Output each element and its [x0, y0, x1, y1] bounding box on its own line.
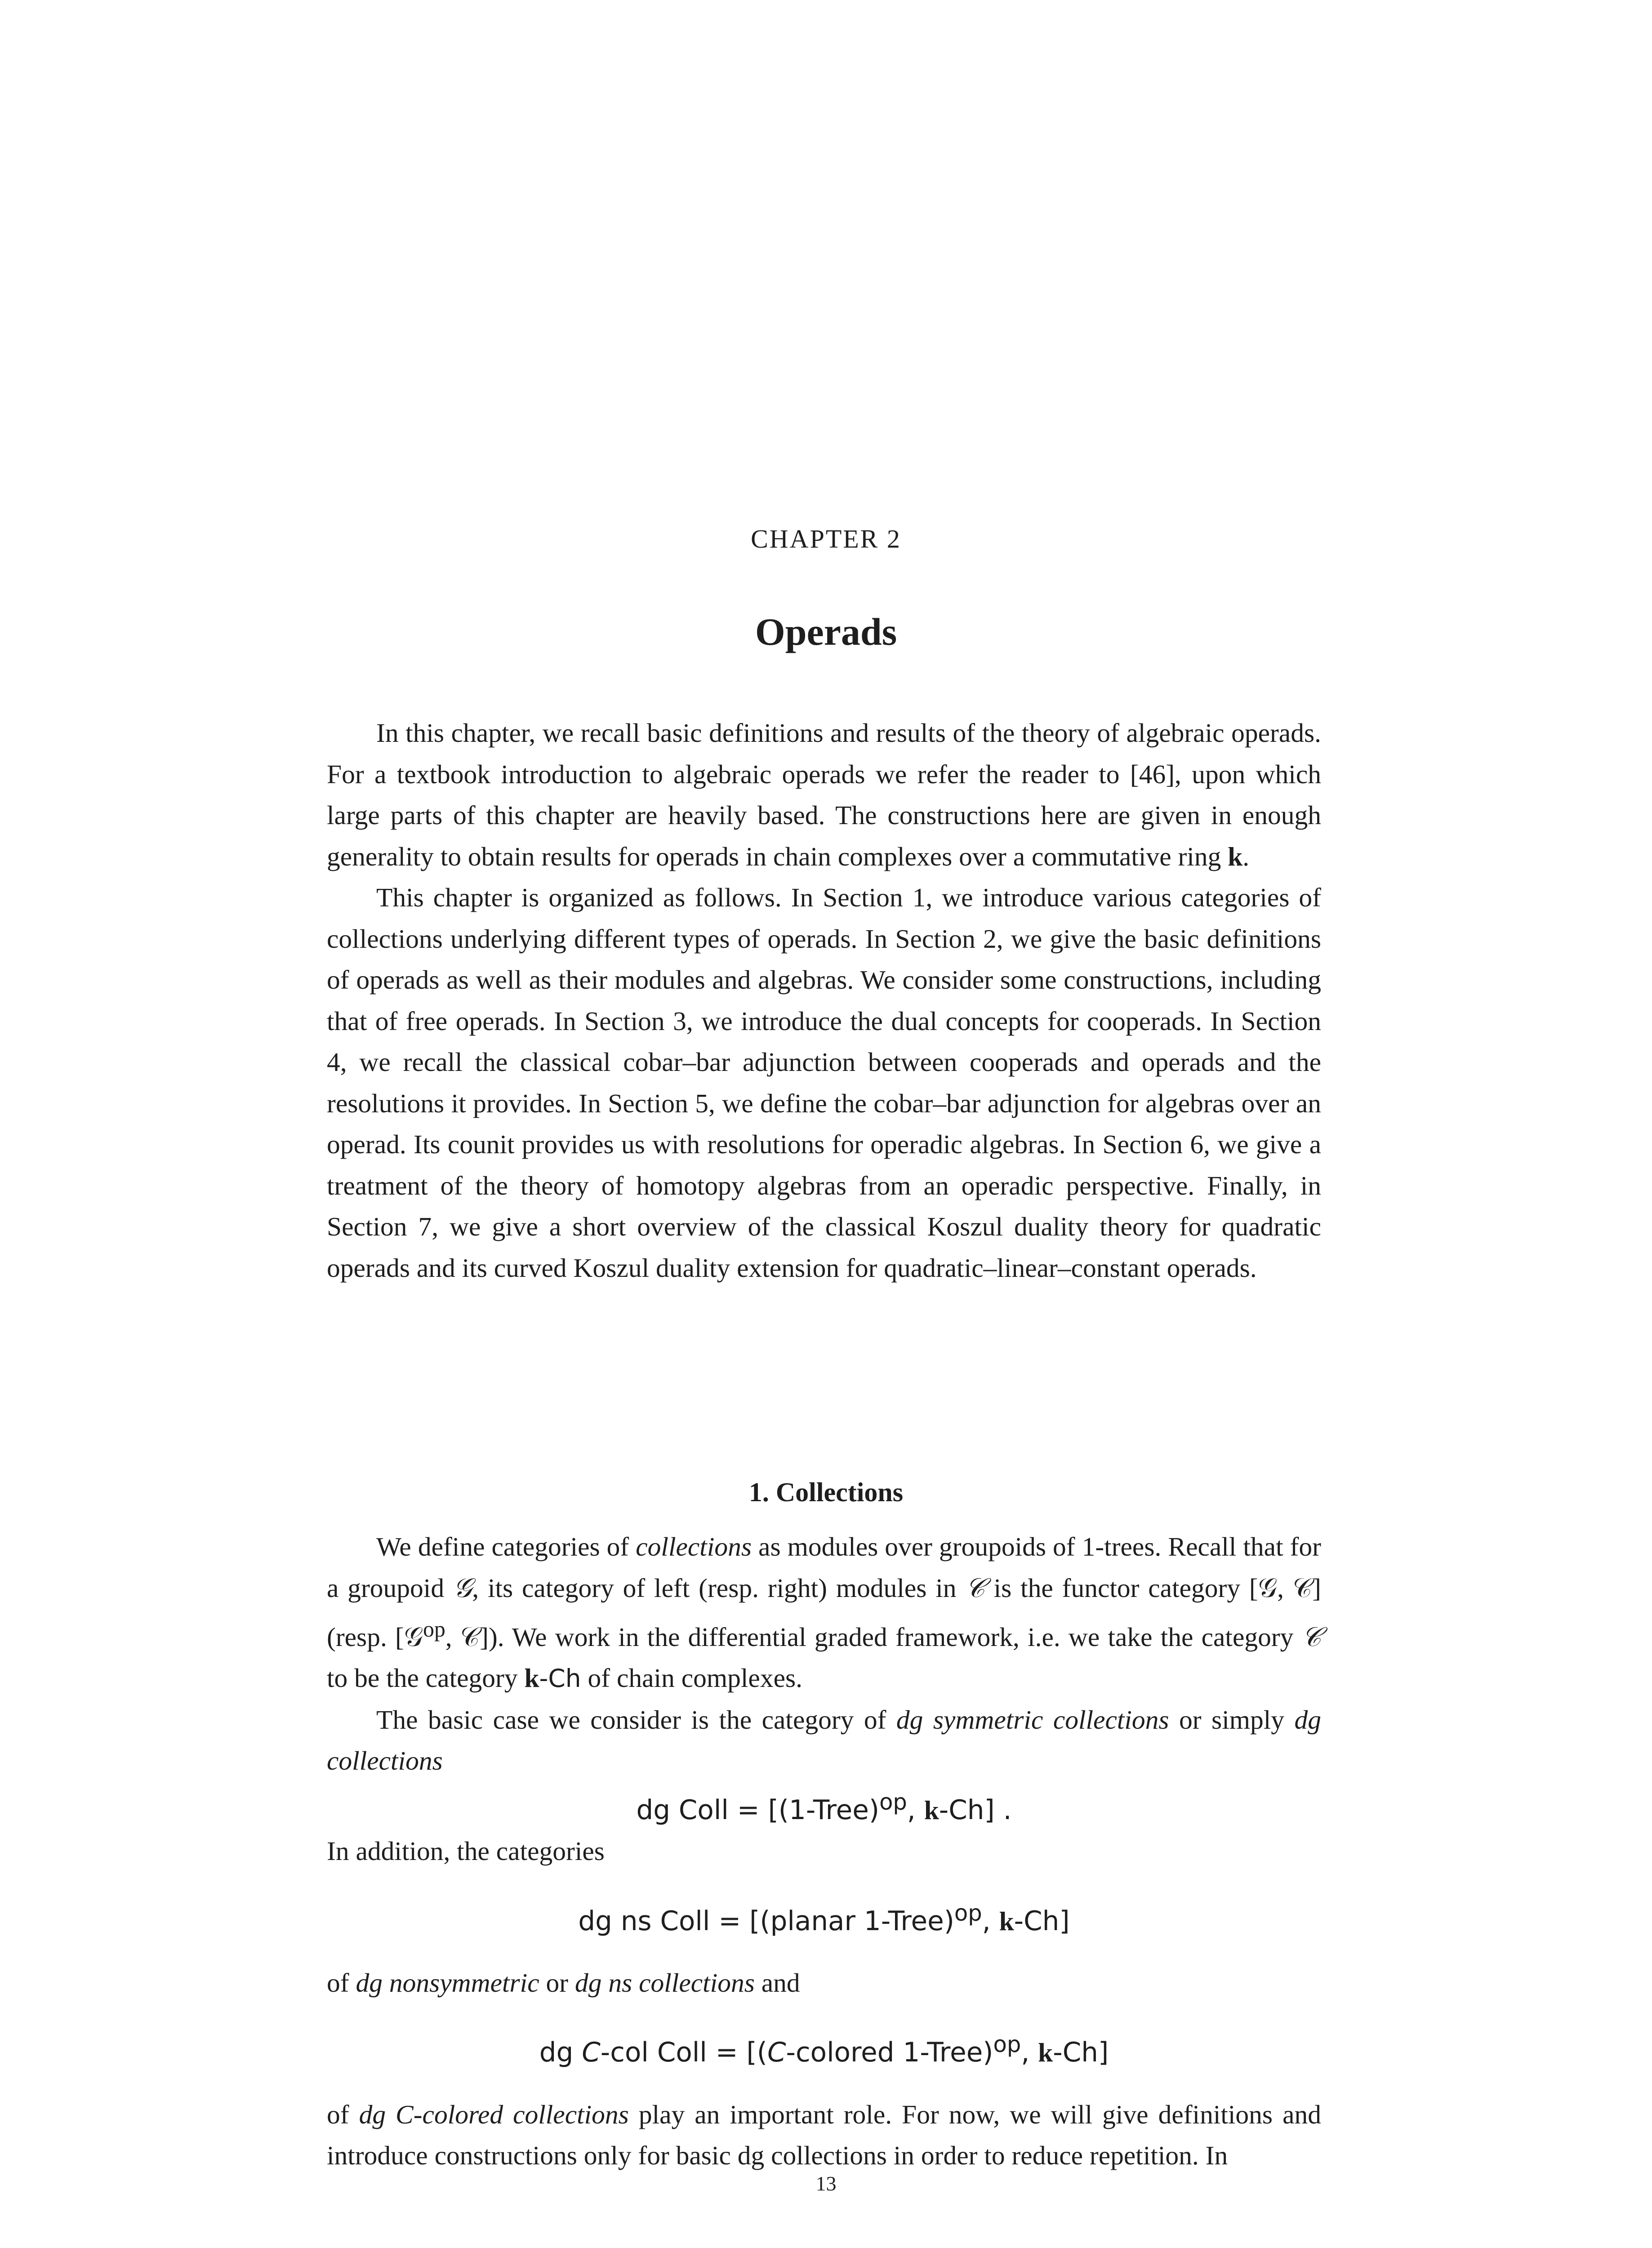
- display-equation-1: dg Coll = [(1-Tree)$^{op}$, k-Ch] .: [636, 1789, 1012, 1826]
- section-paragraph-2: The basic case we consider is the category of dg symmetric collections or simply dg collections: [327, 1704, 1322, 1776]
- intro-block: [327, 713, 1321, 1289]
- page-number: 13: [815, 2172, 837, 2195]
- display-equation-2: dg ns Coll = [(planar 1-Tree)$^{op}$, k-Ch]: [578, 1900, 1070, 1937]
- intro-paragraph-2: This chapter is organized as follows. In Section 1, we introduce various categories of collections underlying different types of operads. In Section 2, we give the basic definitions of operads as well as their modules and algebras. We consider some constructions, including that of free operads. In Section 3, we introduce the dual concepts for cooperads. In Section 4, we recall the classical cobar–bar adjunction between cooperads and operads and the resolutions it provides. In Section 5, we define the cobar–bar adjunction for algebras over an operad. Its counit provides us with resolutions for operadic algebras. In Section 6, we give a treatment of the theory of homotopy algebras from an operadic perspective. Finally, in Section 7, we give a short overview of the classical Koszul duality theory for quadratic operads and its curved Koszul duality extension for quadratic–linear–constant operads.: [327, 883, 1321, 1283]
- chapter-label: CHAPTER 2: [751, 524, 901, 553]
- intro-paragraph-1: In this chapter, we recall basic definitions and results of the theory of algebraic operads. For a textbook introduction to algebraic operads we refer the reader to [46], upon which large parts of this chapter are heavily based. The constructions here are given in enough generality to obtain results for operads in chain complexes over a commutative ring k.: [327, 718, 1321, 871]
- display-equation-3: dg C-col Coll = [(C-colored 1-Tree)$^{op}$, k-Ch]: [539, 2031, 1109, 2069]
- in-addition-text: In addition, the categories: [327, 1836, 605, 1866]
- after-display-2-text: of dg nonsymmetric or dg ns collections and: [327, 1967, 800, 1998]
- final-paragraph: of dg C-colored collections play an important role. For now, we will give definitions and introduce constructions only for basic dg collections in order to reduce repetition. In: [327, 2099, 1321, 2171]
- section-body: [327, 1526, 1321, 2177]
- section-heading: 1. Collections: [748, 1477, 904, 1507]
- section-paragraph-1: We define categories of collections as modules over groupoids of 1-trees. Recall that for a groupoid 𝒢, its category of left (resp. right) modules in 𝒞 is the functor category [𝒢, 𝒞] (resp. [𝒢$^{op}$, 𝒞]). We work in the differential graded framework, i.e. we take the category 𝒞 to be the category k-Ch of chain complexes.: [327, 1532, 1321, 1693]
- chapter-title: Operads: [755, 610, 897, 653]
